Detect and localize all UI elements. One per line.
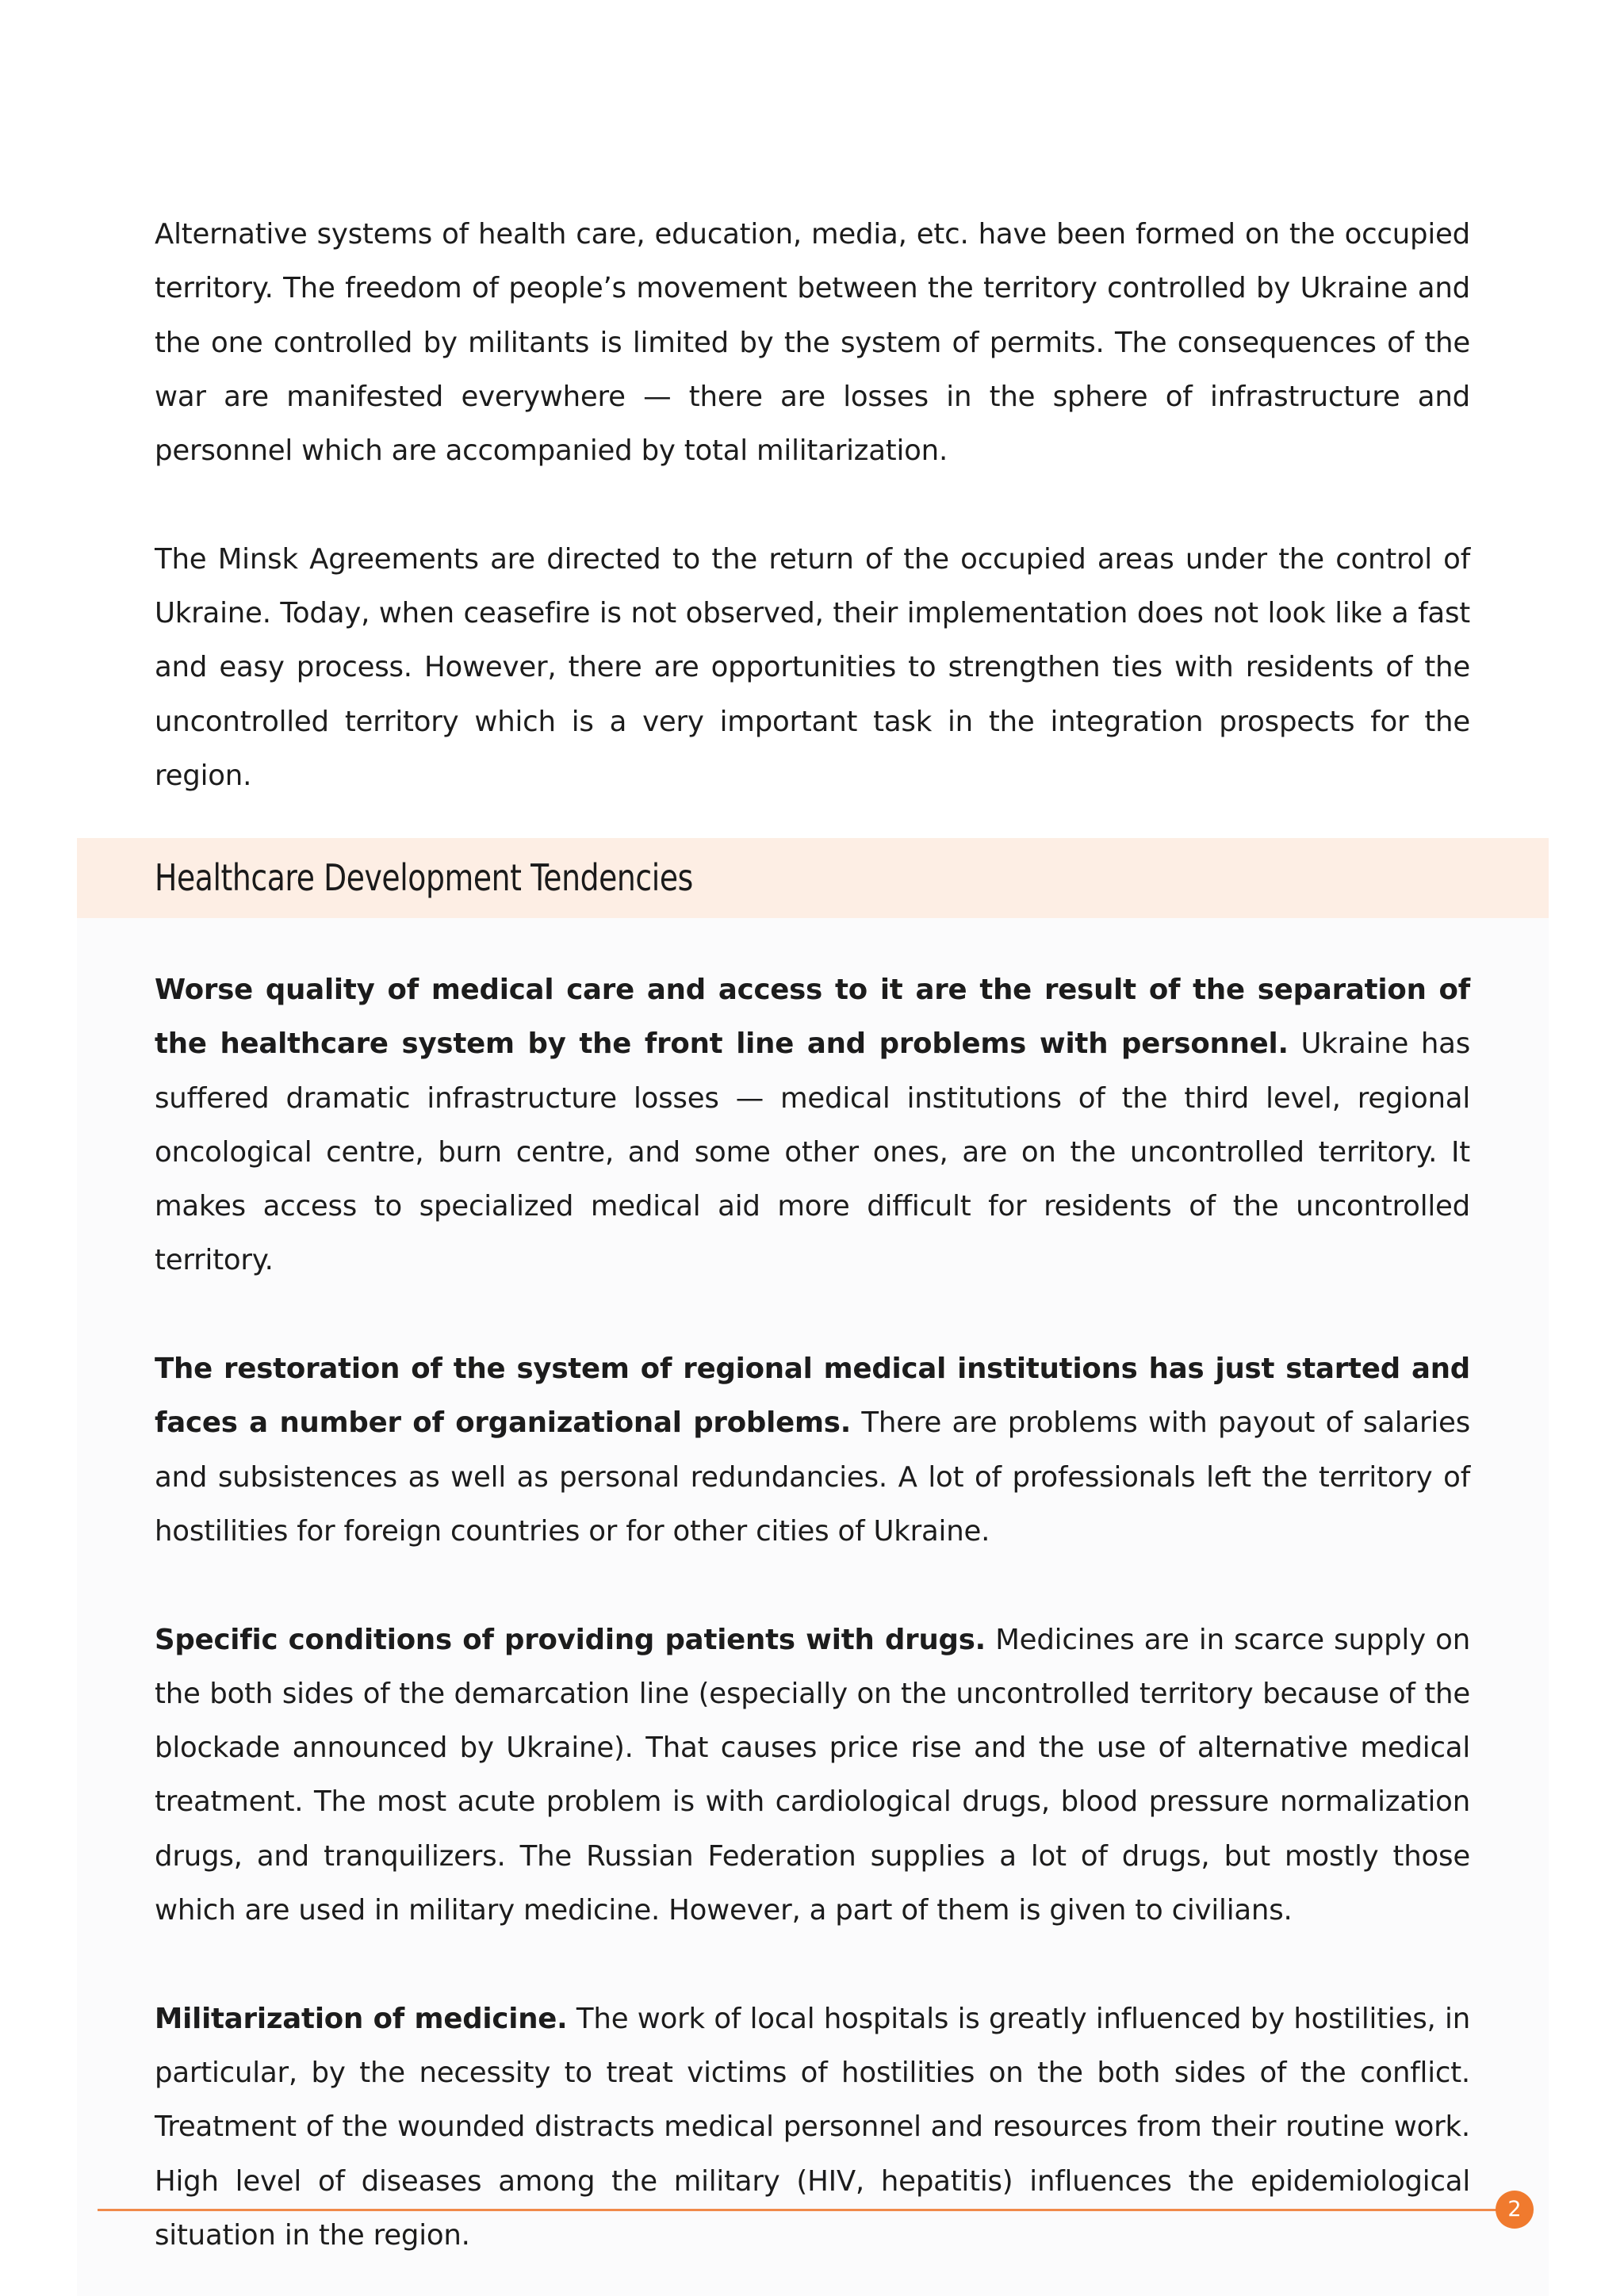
section-paragraph xyxy=(155,963,1470,1288)
paragraph-lead: Specific conditions of providing patients with drugs. xyxy=(155,1623,986,1656)
page-number-badge: 2 xyxy=(1496,2191,1534,2229)
paragraph-lead: Militarization of medicine. xyxy=(155,2002,568,2035)
footer-divider xyxy=(98,2209,1497,2211)
paragraph-lead: Worse quality of medical care and access to it are the result of the separation of the healthcare system by the front line and problems with personnel. xyxy=(155,974,1470,1061)
section-paragraph xyxy=(155,1613,1470,1938)
section-header-band xyxy=(77,838,1549,918)
section-body xyxy=(155,963,1470,2263)
section-paragraph xyxy=(155,1992,1470,2263)
paragraph-lead: The restoration of the system of regional medical institutions has just started and faces a number of organizational problems. xyxy=(155,1353,1470,1440)
intro-paragraph: Alternative systems of health care, education, media, etc. have been formed on the occupied territory. The freedom of people’s movement between the territory controlled by Ukraine and the one controlled by militants is limited by the system of permits. The consequences of the war are manifested everywhere — there are losses in the sphere of infrastructure and personnel which are accompanied by total militarization. xyxy=(155,218,1470,468)
paragraph-text: The work of local hospitals is greatly influenced by hostilities, in particular, by the necessity to treat victims of hostilities on the both sides of the conflict. Treatment of the wounded distracts medical personnel and resources from their routine work. High level of diseases among the military (HIV, hepatitis) influences the epidemiological situation in the region. xyxy=(155,2002,1470,2252)
intro-paragraph: The Minsk Agreements are directed to the return of the occupied areas under the control of Ukraine. Today, when ceasefire is not observed, their implementation does not look like a fast and easy process. However, there are opportunities to strengthen ties with residents of the uncontrolled territory which is a very important task in the integration prospects for the region. xyxy=(155,542,1470,792)
intro-text xyxy=(155,208,1470,803)
paragraph-text: There are problems with payout of salaries and subsistences as well as personal redundancies. A lot of professionals left the territory of hostilities for foreign countries or for other cities of Ukraine. xyxy=(155,1406,1470,1548)
paragraph-text: Medicines are in scarce supply on the both sides of the demarcation line (especially on the uncontrolled territory because of the blockade announced by Ukraine). That causes price rise and the use of alternative medical treatment. The most acute problem is with cardiological drugs, blood pressure normalization drugs, and tranquilizers. The Russian Federation supplies a lot of drugs, but mostly those which are used in military medicine. However, a part of them is given to civilians. xyxy=(155,1623,1470,1927)
section-title: Healthcare Development Tendencies xyxy=(155,856,693,899)
section-paragraph xyxy=(155,1342,1470,1559)
paragraph-text: Ukraine has suffered dramatic infrastructure losses — medical institutions of the third level, regional oncological centre, burn centre, and some other ones, are on the uncontrolled territory. It makes access to specialized medical aid more difficult for residents of the uncontrolled territory. xyxy=(155,1027,1471,1277)
